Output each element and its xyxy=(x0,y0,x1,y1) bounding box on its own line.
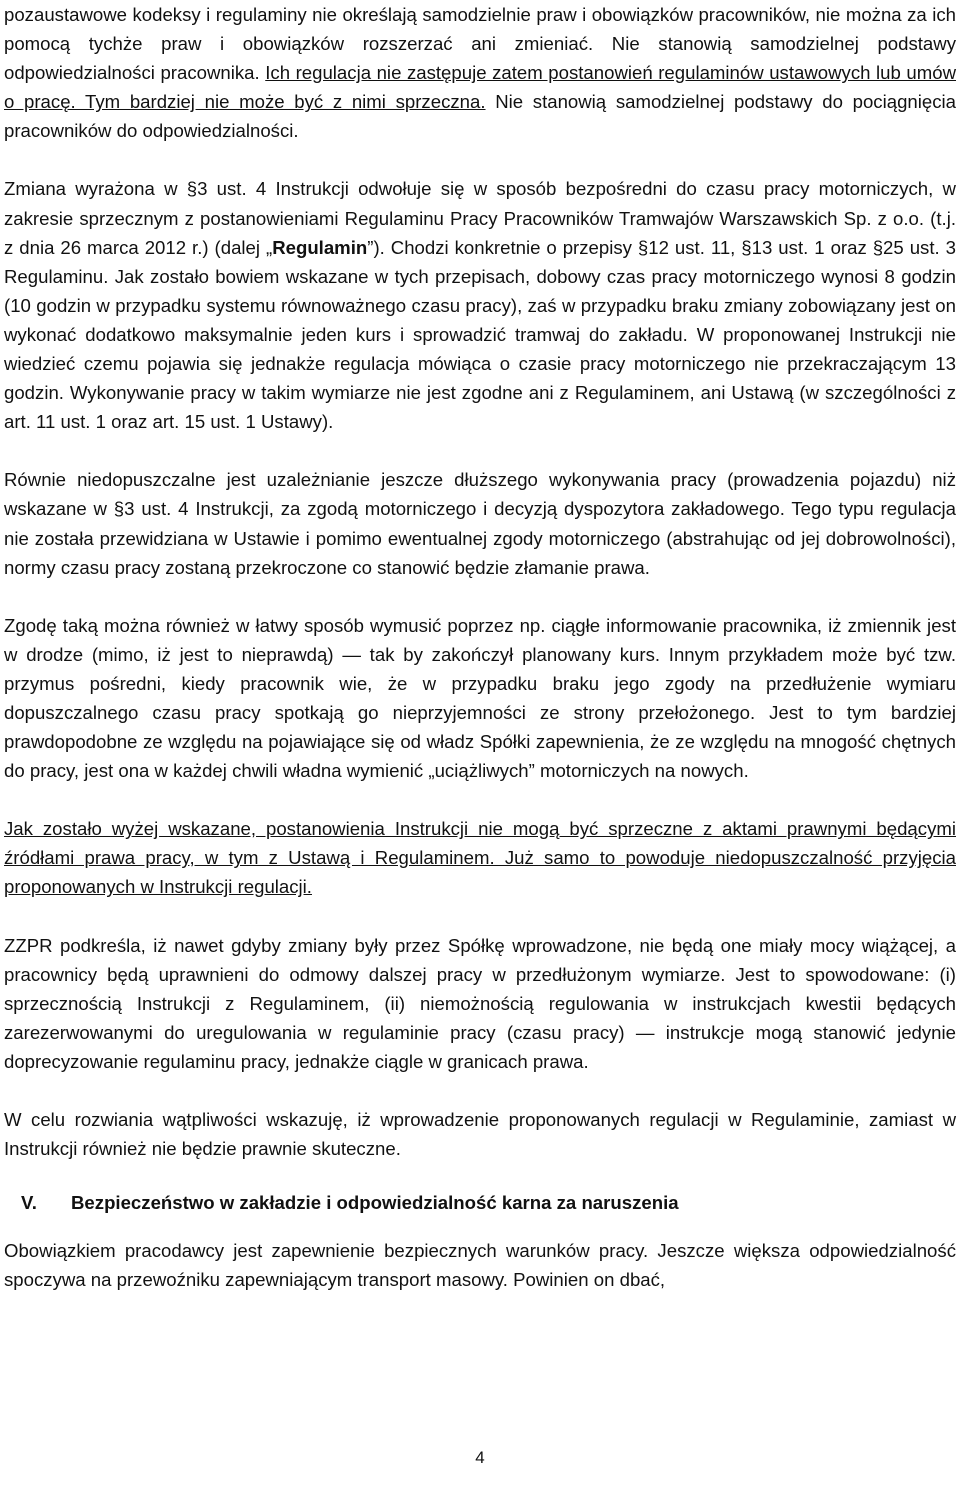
paragraph-2-text: Zmiana wyrażona w §3 ust. 4 Instrukcji odwołuje się w sposób bezpośredni do czasu pracy motorniczych, w zakresie sprzecznym z postanowieniami Regulaminu Pracy Pracowników Tramwajów Warszawskich Sp. z o.o. (t.j. z dnia 26 marca 2012 r.) (dalej „ xyxy=(4,178,956,258)
section-number: V. xyxy=(21,1192,37,1214)
paragraph-2-bold-term: Regulamin xyxy=(272,236,368,258)
paragraph-5: Jak zostało wyżej wskazane, postanowienia Instrukcji nie mogą być sprzeczne z aktami prawnymi będącymi źródłami prawa pracy, w tym z Ustawą i Regulaminem. Już samo to powoduje niedopuszczalność przyjęcia proponowanych w Instrukcji regulacji. xyxy=(4,818,956,898)
paragraph-1-text: pozaustawowe kodeksy i regulaminy nie określają samodzielnie praw i obowiązków pracowników, nie można za ich pomocą tychże praw i obowiązków rozszerzać ani zmieniać. Nie stanowią samodzielnej podstawy odpowiedzialności pracownika. xyxy=(4,4,956,84)
section-title: Bezpieczeństwo w zakładzie i odpowiedzialność karna za naruszenia xyxy=(71,1192,679,1214)
paragraph-6: ZZPR podkreśla, iż nawet gdyby zmiany były przez Spółkę wprowadzone, nie będą one miały mocy wiążącej, a pracownicy będą uprawnieni do odmowy dalszej pracy w przedłużonym wymiarze. Jest to spowodowane: (i) sprzecznością Instrukcji z Regulaminem, (ii) niemożnością regulowania w instrukcjach kwestii będących zarezerwowanymi do uregulowania w regulaminie pracy (czasu pracy) — instrukcje mogą stanowić jedynie doprecyzowanie regulaminu pracy, jednakże ciągle w granicach prawa. xyxy=(4,934,956,1072)
paragraph-7: W celu rozwiania wątpliwości wskazuję, iż wprowadzenie proponowanych regulacji w Regulaminie, zamiast w Instrukcji również nie będzie prawnie skuteczne. xyxy=(4,1109,956,1160)
paragraph-2 xyxy=(4,174,956,436)
paragraph-1-underlined: Ich regulacja nie zastępuje zatem postanowień regulaminów ustawowych lub umów o pracę. Tym bardziej nie może być z nimi sprzeczna. xyxy=(4,62,956,113)
section-heading xyxy=(4,1188,956,1217)
paragraph-1-tail: Nie stanowią samodzielnej podstawy do pociągnięcia pracowników do odpowiedzialności. xyxy=(4,91,956,142)
page-number: 4 xyxy=(475,1448,485,1467)
paragraph-8: Obowiązkiem pracodawcy jest zapewnienie bezpiecznych warunków pracy. Jeszcze większa odpowiedzialność spoczywa na przewoźniku zapewniającym transport masowy. Powinien on dbać, xyxy=(4,1240,956,1291)
paragraph-1 xyxy=(4,0,956,145)
paragraph-2-rest: ”). Chodzi konkretnie o przepisy §12 ust. 11, §13 ust. 1 oraz §25 ust. 3 Regulaminu. Jak zostało bowiem wskazane w tych przepisach, dobowy czas pracy motorniczego wynosi 8 godzin (10 godzin w przypadku systemu równoważnego czasu pracy), zaś w przypadku braku zmiany zobowiązany jest on wykonać dodatkowo maksymalnie jeden kurs i sprowadzić tramwaj do zakładu. W proponowanej Instrukcji nie wiedzieć czemu pojawia się jednakże regulacja mówiąca o czasie pracy motorniczego nie przekraczającym 13 godzin. Wykonywanie pracy w takim wymiarze nie jest zgodne ani z Regulaminem, ani Ustawą (w szczególności z art. 11 ust. 1 oraz art. 15 ust. 1 Ustawy). xyxy=(4,236,956,433)
paragraph-4: Zgodę taką można również w łatwy sposób wymusić poprzez np. ciągłe informowanie pracownika, iż zmiennik jest w drodze (mimo, iż jest to nieprawdą) — tak by zakończył planowany kurs. Innym przykładem może być tzw. przymus pośredni, kiedy pracownik wie, że w przypadku braku jego zgody na przedłużenie wymiaru dopuszczalnego czasu pracy spotkają go nieprzyjemności ze strony przełożonego. Jest to tym bardziej prawdopodobne ze względu na pojawiające się od władz Spółki zapewnienia, że ze względu na mnogość chętnych do pracy, jest ona w każdej chwili władna wymienić „uciążliwych” motorniczych na nowych. xyxy=(4,614,956,782)
paragraph-3: Równie niedopuszczalne jest uzależnianie jeszcze dłuższego wykonywania pracy (prowadzenia pojazdu) niż wskazane w §3 ust. 4 Instrukcji, za zgodą motorniczego i decyzją dyspozytora zakładowego. Tego typu regulacja nie została przewidziana w Ustawie i pomimo ewentualnej zgody motorniczego (abstrahując od jej dobrowolności), normy czasu pracy zostaną przekroczone co stanowić będzie złamanie prawa. xyxy=(4,469,956,578)
